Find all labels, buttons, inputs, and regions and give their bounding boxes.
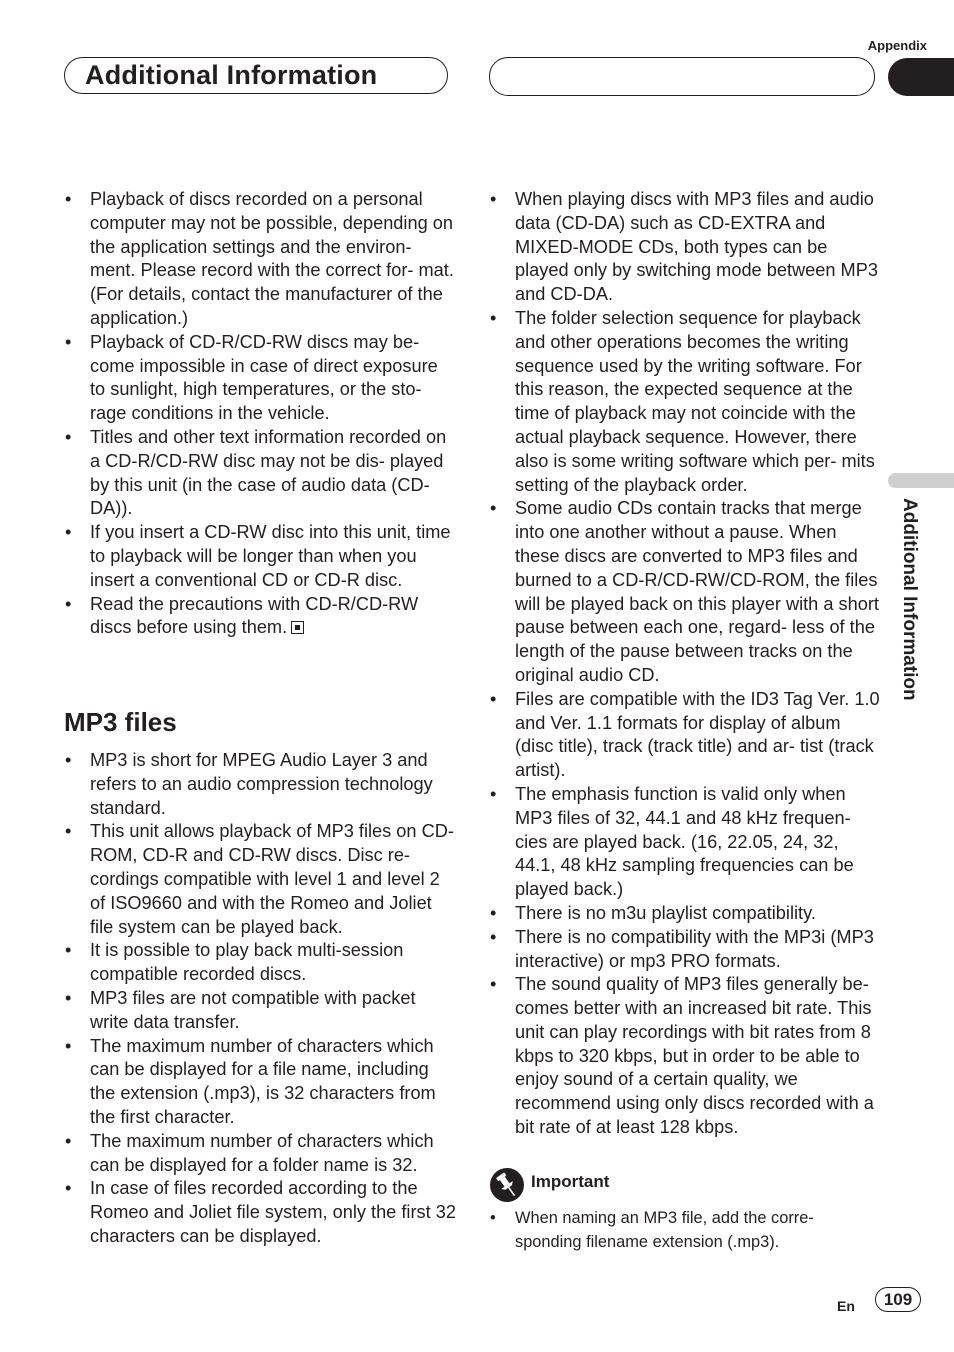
list-item: • The maximum number of characters which can be displayed for a file name, including the extension (.mp3), is 32 characters from the first character. [64,1035,456,1130]
section-tab-marker [888,58,954,96]
list-item: • MP3 is short for MPEG Audio Layer 3 and refers to an audio compression technology standard. [64,749,456,820]
list-item: • Files are compatible with the ID3 Tag Ver. 1.0 and Ver. 1.1 formats for display of album (disc title), track (track title) and ar- tist (track artist). [489,688,881,783]
side-tab-label: Additional Information [899,498,920,701]
list-item: • When naming an MP3 file, add the corre- sponding filename extension (.mp3). [489,1206,881,1254]
list-item: • Read the precautions with CD-R/CD-RW discs before using them. [64,593,456,641]
list-item: • It is possible to play back multi-session compatible recorded discs. [64,939,456,987]
header-empty-box [489,57,875,96]
list-item: • When playing discs with MP3 files and audio data (CD-DA) such as CD-EXTRA and MIXED-MODE CDs, both types can be played only by switching mode between MP3 and CD-DA. [489,188,881,307]
intro-list [64,188,456,640]
list-item: • In case of files recorded according to the Romeo and Joliet file system, only the first 32 characters can be displayed. [64,1177,456,1248]
list-item: • The maximum number of characters which can be displayed for a folder name is 32. [64,1130,456,1178]
page-number: 109 [875,1287,921,1312]
chapter-title-box [64,57,448,94]
important-pin-icon [490,1168,524,1202]
section-heading: MP3 files [64,707,177,737]
chapter-title: Additional Information [85,60,378,90]
left-column [64,188,456,640]
list-item: • The sound quality of MP3 files generally be- comes better with an increased bit rate. This unit can play recordings with bit rates from 8 kbps to 320 kbps, but in order to be able to enjoy sound of a certain quality, we recommend using only discs recorded with a bit rate of at least 128 kbps. [489,973,881,1140]
mp3-column [64,749,456,1249]
side-tab-marker [888,473,954,488]
list-item: • Playback of discs recorded on a personal computer may not be possible, depending on the application settings and the environ- ment. Please record with the correct for- mat. (For details, contact the manufacturer of the application.) [64,188,456,331]
mp3-list [64,749,456,1249]
list-item: • If you insert a CD-RW disc into this unit, time to playback will be longer than when you insert a conventional CD or CD-R disc. [64,521,456,592]
list-item: • Playback of CD-R/CD-RW discs may be- come impossible in case of direct exposure to sunlight, high temperatures, or the sto- rage conditions in the vehicle. [64,331,456,426]
list-item: • Some audio CDs contain tracks that merge into one another without a pause. When these discs are converted to MP3 files and burned to a CD-R/CD-RW/CD-ROM, the files will be played back on this player with a short pause between each one, regard- less of the length of the pause between tracks on the original audio CD. [489,497,881,687]
list-item: • There is no compatibility with the MP3i (MP3 interactive) or mp3 PRO formats. [489,926,881,974]
right-column [489,188,881,1140]
list-item: • This unit allows playback of MP3 files on CD-ROM, CD-R and CD-RW discs. Disc re- cordings compatible with level 1 and level 2 of ISO9660 and with the Romeo and Joliet file system can be played back. [64,820,456,939]
end-mark-icon [291,621,304,634]
list-item: • There is no m3u playlist compatibility. [489,902,881,926]
list-item: • MP3 files are not compatible with packet write data transfer. [64,987,456,1035]
important-title: Important [531,1172,610,1191]
language-code: En [837,1298,855,1314]
list-item: • The folder selection sequence for playback and other operations becomes the writing sequence used by the writing software. For this reason, the expected sequence at the time of playback may not coincide with the actual playback sequence. However, there also is some writing software which per- mits setting of the playback order. [489,307,881,497]
important-notes [489,1206,881,1254]
list-item: • Titles and other text information recorded on a CD-R/CD-RW disc may not be dis- played by this unit (in the case of audio data (CD-DA)). [64,426,456,521]
section-label: Appendix [867,38,927,53]
right-list [489,188,881,1140]
list-item: • The emphasis function is valid only when MP3 files of 32, 44.1 and 48 kHz frequen- cies are played back. (16, 22.05, 24, 32, 44.1, 48 kHz sampling frequencies can be played back.) [489,783,881,902]
